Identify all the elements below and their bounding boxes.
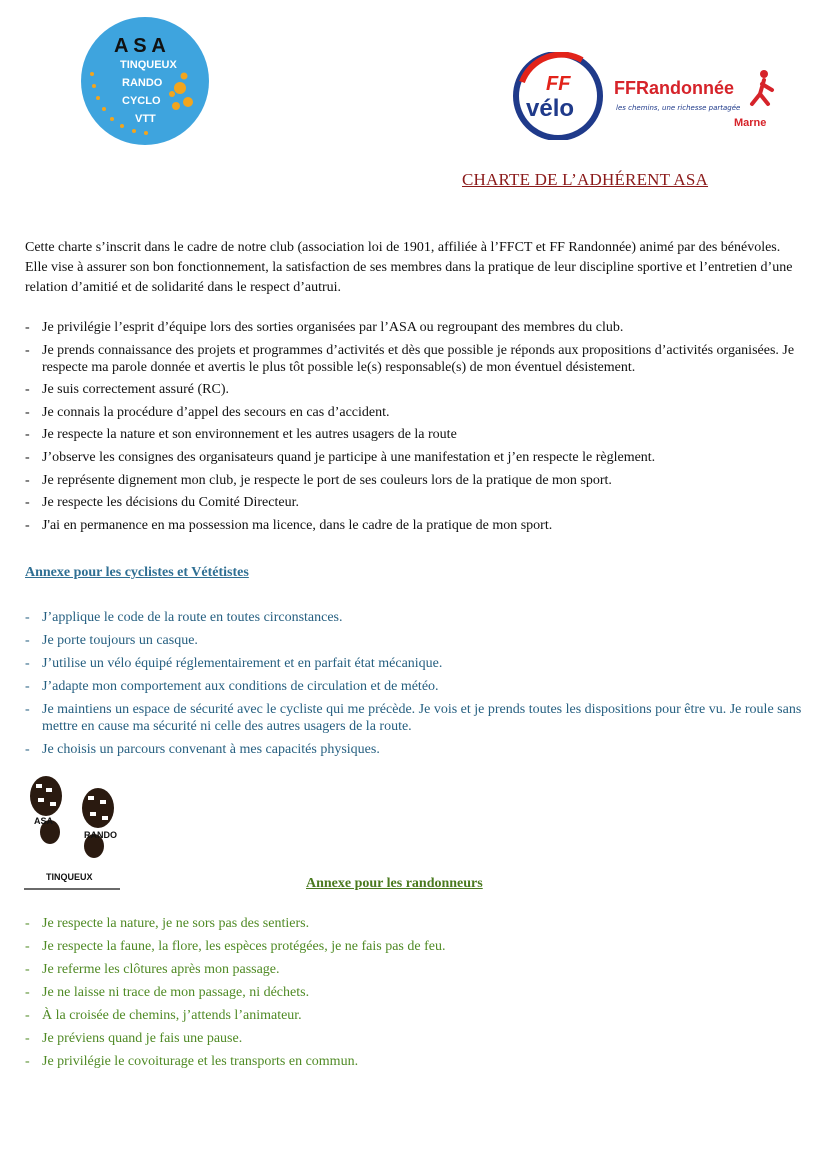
list-item: - J’adapte mon comportement aux conditions de circulation et de météo. — [25, 679, 439, 694]
svg-text:VTT: VTT — [135, 113, 156, 125]
list-item: - Je respecte la nature, je ne sors pas des sentiers. — [25, 916, 310, 931]
svg-text:RANDO: RANDO — [84, 830, 117, 840]
list-item: - Je prends connaissance des projets et programmes d’activités et dès que possible je réponds aux propositions d’activités organisées. Je respecte ma parole donnée et avertis le plus tôt possible le(s) responsable(s) de mon éventuel désistement. — [25, 342, 795, 375]
list-item: - Je ne laisse ni trace de mon passage, ni déchets. — [25, 985, 310, 1000]
svg-text:Marne: Marne — [734, 117, 767, 129]
svg-text:RANDO: RANDO — [122, 77, 163, 89]
list-item: - Je respecte la nature et son environnement et les autres usagers de la route — [25, 427, 457, 443]
svg-text:TINQUEUX: TINQUEUX — [120, 59, 177, 71]
rando-rules-list — [25, 915, 805, 1076]
list-item: - Je suis correctement assuré (RC). — [25, 382, 229, 398]
list-item: - Je maintiens un espace de sécurité avec le cycliste qui me précède. Je vois et je prends toutes les dispositions pour être vu. Je roule sans mettre en cause ma sécurité ni celle des autres usagers de la route. — [25, 702, 802, 734]
svg-text:CYCLO: CYCLO — [122, 95, 161, 107]
svg-text:FF: FF — [546, 73, 571, 95]
ffvelo-logo — [512, 52, 604, 140]
list-item: - Je représente dignement mon club, je respecte le port de ses couleurs lors de la pratique de mon sport. — [25, 472, 612, 488]
intro-paragraph: Cette charte s’inscrit dans le cadre de notre club (association loi de 1901, affiliée à l’FFCT et FF Randonnée) animé par des bénévoles. Elle vise à assurer son bon fonctionnement, la satisfaction de ses membres dans la pratique de leur discipline sportive et l’entretien d’une relation d’amitié et de solidarité dans le respect d’autrui. — [25, 240, 793, 295]
list-item: - J'ai en permanence en ma possession ma licence, dans le cadre de la pratique de mon sport. — [25, 517, 553, 533]
svg-text:ASA: ASA — [34, 816, 54, 826]
list-item: - Je respecte les décisions du Comité Directeur. — [25, 495, 299, 511]
list-item: - Je referme les clôtures après mon passage. — [25, 962, 280, 977]
svg-text:TINQUEUX: TINQUEUX — [46, 872, 93, 882]
svg-text:A S A: A S A — [114, 35, 166, 57]
member-rules-list — [25, 319, 805, 539]
svg-text:vélo: vélo — [526, 95, 575, 122]
asa-club-logo — [80, 16, 210, 146]
list-item: - Je préviens quand je fais une pause. — [25, 1031, 243, 1046]
list-item: - Je respecte la faune, la flore, les espèces protégées, je ne fais pas de feu. — [25, 939, 446, 954]
page-title: CHARTE DE L’ADHÉRENT ASA — [462, 170, 709, 189]
list-item: - J’utilise un vélo équipé réglementairement et en parfait état mécanique. — [25, 656, 443, 671]
list-item: - J’applique le code de la route en toutes circonstances. — [25, 610, 343, 625]
cyclist-annex-heading: Annexe pour les cyclistes et Vététistes — [25, 565, 249, 580]
list-item: - Je choisis un parcours convenant à mes capacités physiques. — [25, 742, 380, 757]
cyclist-rules-list — [25, 609, 805, 764]
rando-annex-heading: Annexe pour les randonneurs — [306, 876, 483, 891]
list-item: - Je connais la procédure d’appel des secours en cas d’accident. — [25, 404, 390, 420]
list-item: - Je privilégie le covoiturage et les transports en commun. — [25, 1054, 359, 1069]
ffrandonnee-logo — [612, 64, 782, 134]
rando-boots-logo — [24, 772, 120, 890]
list-item: - À la croisée de chemins, j’attends l’animateur. — [25, 1008, 302, 1023]
list-item: - J’observe les consignes des organisateurs quand je participe à une manifestation et j’en respecte le règlement. — [25, 449, 656, 465]
list-item: - Je privilégie l’esprit d’équipe lors des sorties organisées par l’ASA ou regroupant des membres du club. — [25, 320, 624, 335]
svg-text:FFRandonnée: FFRandonnée — [614, 78, 734, 98]
svg-text:les chemins, une richesse part: les chemins, une richesse partagée — [616, 104, 741, 112]
list-item: - Je porte toujours un casque. — [25, 633, 198, 648]
